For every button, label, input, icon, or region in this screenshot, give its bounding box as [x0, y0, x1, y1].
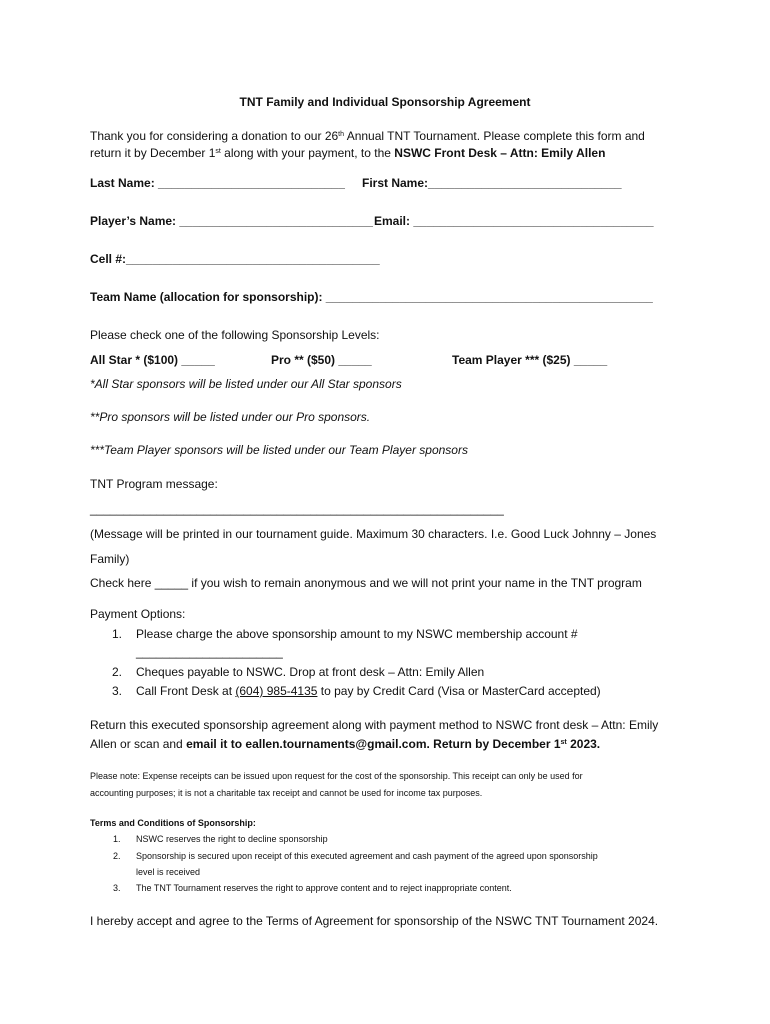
terms-item-number: 1.	[113, 834, 121, 844]
terms-item-text: Sponsorship is secured upon receipt of this executed agreement and cash payment of the agreed upon sponsorship	[136, 851, 598, 861]
expense-note-line-2: accounting purposes; it is not a charitable tax receipt and cannot be used for income tax purposes.	[90, 788, 483, 798]
terms-item-number: 3.	[113, 883, 121, 893]
program-message-note-line-1: (Message will be printed in our tournament guide. Maximum 30 characters. I.e. Good Luck Johnny – Jones	[90, 527, 657, 541]
all-star-level-field[interactable]: All Star * ($100) _____	[90, 353, 215, 367]
cell-field[interactable]: Cell #:______________________________________	[90, 252, 380, 266]
program-message-label: TNT Program message:	[90, 477, 218, 491]
levels-prompt: Please check one of the following Sponsorship Levels:	[90, 328, 380, 342]
payment-item-number: 2.	[112, 665, 123, 679]
terms-item-text: NSWC reserves the right to decline sponsorship	[136, 834, 328, 844]
players-name-field[interactable]: Player’s Name: _____________________________	[90, 214, 373, 228]
team-player-note: ***Team Player sponsors will be listed under our Team Player sponsors	[90, 443, 468, 457]
team-name-field[interactable]: Team Name (allocation for sponsorship): _________________________________________________	[90, 290, 653, 304]
membership-account-field[interactable]: ______________________	[136, 645, 283, 659]
payment-item-text: Please charge the above sponsorship amount to my NSWC membership account #	[136, 627, 578, 641]
expense-note-line-1: Please note: Expense receipts can be issued upon request for the cost of the sponsorship. This receipt can only be used for	[90, 771, 583, 781]
return-line-1: Return this executed sponsorship agreement along with payment method to NSWC front desk – Attn: Emily	[90, 718, 659, 732]
anonymous-checkbox-line[interactable]: Check here _____ if you wish to remain anonymous and we will not print your name in the TNT program	[90, 576, 642, 590]
phone-link[interactable]: (604) 985-4135	[235, 684, 318, 698]
payment-item-number: 3.	[112, 684, 123, 698]
payment-item-number: 1.	[112, 627, 123, 641]
pro-level-field[interactable]: Pro ** ($50) _____	[271, 353, 372, 367]
terms-item-number: 2.	[113, 851, 121, 861]
document-title: TNT Family and Individual Sponsorship Agreement	[239, 95, 531, 109]
email-field[interactable]: Email: ____________________________________	[374, 214, 654, 228]
intro-line-1: Thank you for considering a donation to our 26th Annual TNT Tournament. Please complete this form and	[90, 129, 645, 143]
first-name-field[interactable]: First Name:_____________________________	[362, 176, 622, 190]
terms-item-text: The TNT Tournament reserves the right to approve content and to reject inappropriate content.	[136, 883, 512, 893]
terms-heading: Terms and Conditions of Sponsorship:	[90, 818, 256, 828]
all-star-note: *All Star sponsors will be listed under our All Star sponsors	[90, 377, 402, 391]
payment-options-label: Payment Options:	[90, 607, 186, 621]
payment-item-text: Call Front Desk at (604) 985-4135 to pay by Credit Card (Visa or MasterCard accepted)	[136, 684, 601, 698]
last-name-field[interactable]: Last Name: ____________________________	[90, 176, 345, 190]
pro-note: **Pro sponsors will be listed under our Pro sponsors.	[90, 410, 371, 424]
terms-item-text: level is received	[136, 867, 201, 877]
team-player-level-field[interactable]: Team Player *** ($25) _____	[452, 353, 608, 367]
program-message-field[interactable]: ______________________________________________________________	[90, 502, 504, 516]
return-line-2: Allen or scan and email it to eallen.tournaments@gmail.com. Return by December 1st 2023.	[90, 737, 601, 751]
acceptance-statement: I hereby accept and agree to the Terms of Agreement for sponsorship of the NSWC TNT Tournament 2024.	[90, 914, 659, 928]
payment-item-text: Cheques payable to NSWC. Drop at front desk – Attn: Emily Allen	[136, 665, 485, 679]
intro-line-2: return it by December 1st along with your payment, to the NSWC Front Desk – Attn: Emily Allen	[90, 146, 606, 160]
program-message-note-line-2: Family)	[90, 552, 130, 566]
